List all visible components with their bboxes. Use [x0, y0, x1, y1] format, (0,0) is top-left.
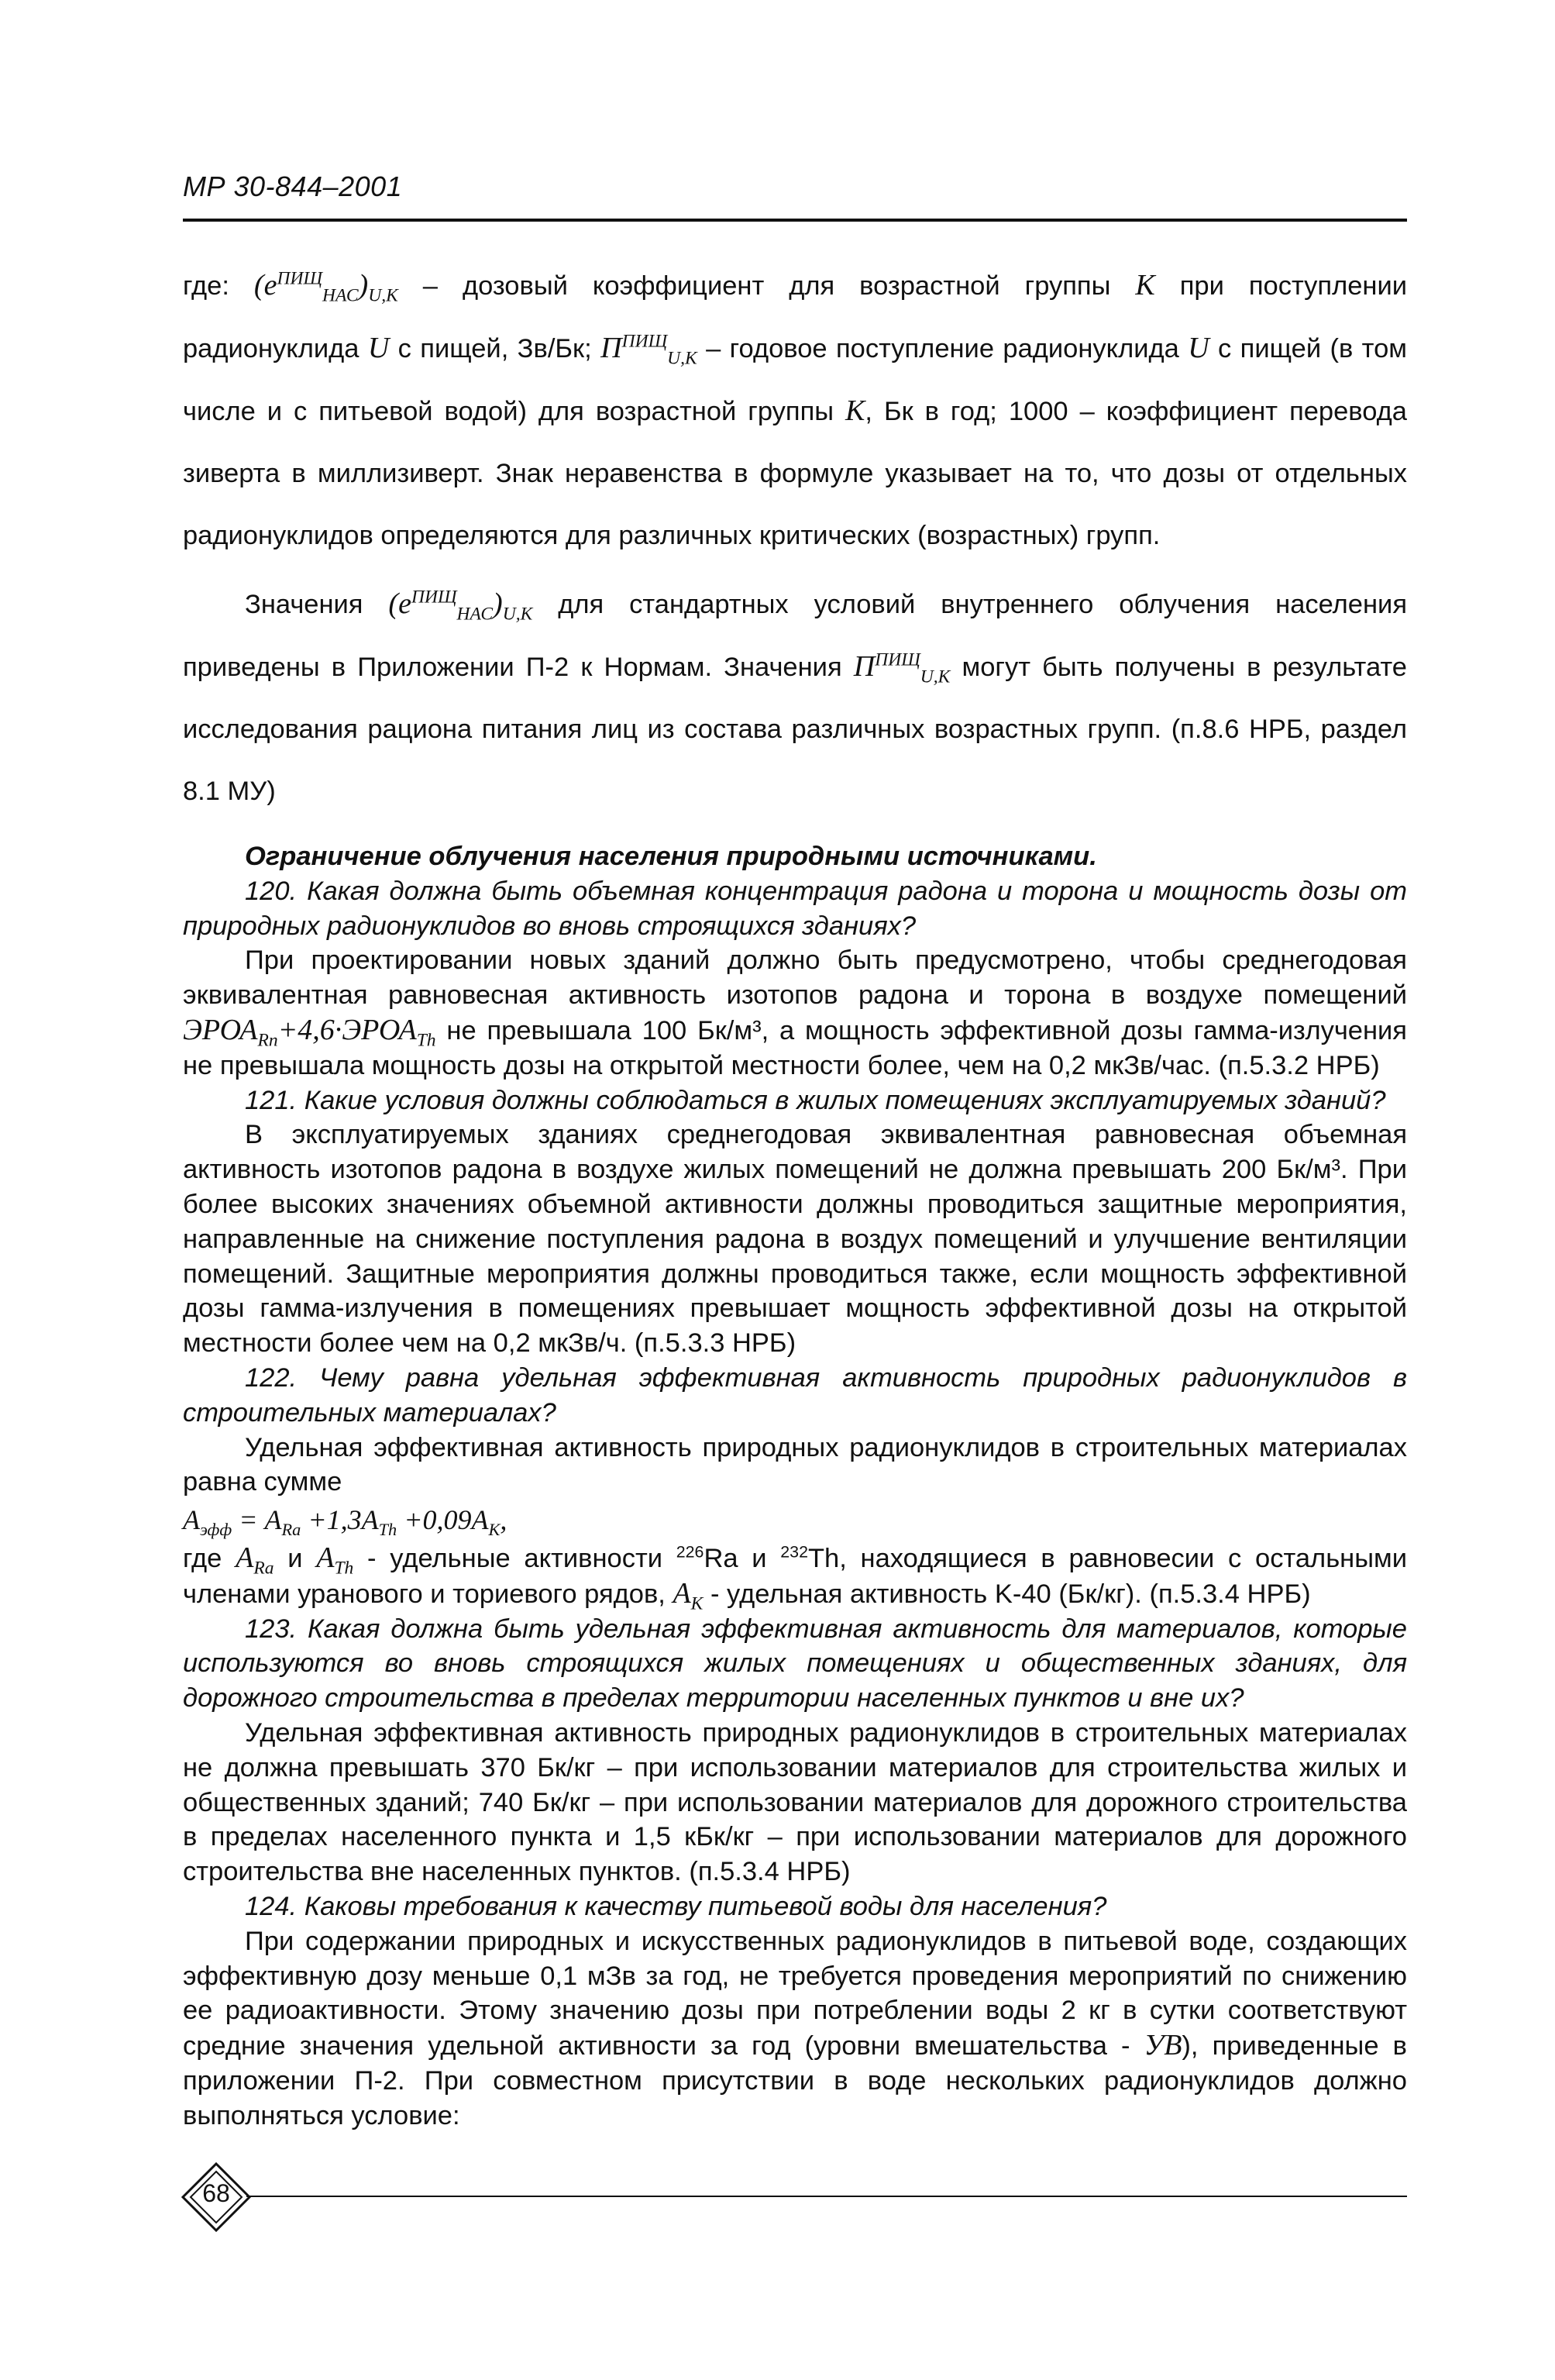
text: – годовое поступление радионуклида	[697, 334, 1189, 363]
question-122: 122. Чему равна удельная эффективная активность природных радионуклидов в строительных материалах?	[183, 1362, 1407, 1428]
symbol-UV: УВ	[1144, 2029, 1182, 2062]
answer-123: Удельная эффективная активность природных радионуклидов в строительных материалах не должна превышать 370 Бк/кг – при использовании материалов для строительства жилых и общественных зданий; 740 Бк/кг – при использовании материалов для дорожного строительства в пределах населенного пункта и 1,5 кБк/кг – при использовании материалов для дорожного строительства вне населенных пунктов. (п.5.3.4 НРБ)	[183, 1717, 1407, 1887]
text: для стандартных условий внутреннего облучения населения приведены в Приложении П-2 к Нормам. Значения	[183, 590, 1407, 682]
footer-rule	[246, 2196, 1407, 2197]
paragraph-values	[183, 573, 1407, 822]
symbol-U: U	[1188, 332, 1209, 364]
answer-121: В эксплуатируемых зданиях среднегодовая эквивалентная равновесная объемная активность изотопов радона в воздухе жилых помещений не должна превышать 200 Бк/м³. При более высоких значениях объемной активности должны проводиться защитные мероприятия, направленные на снижение поступления радона в воздух помещений и улучшение вентиляции помещений. Защитные мероприятия должны проводиться также, если мощность эффективной дозы гамма-излучения в помещениях превышает мощность эффективной дозы на открытой местности более чем на 0,2 мкЗв/ч. (п.5.3.3 НРБ)	[183, 1120, 1407, 1359]
header-rule	[183, 219, 1407, 222]
answer-120	[183, 943, 1407, 1083]
question-120: 120. Какая должна быть объемная концентрация радона и торона и мощность дозы от природных радионуклидов во вновь строящихся зданиях?	[183, 876, 1407, 941]
text: при поступлении радионуклида	[183, 271, 1407, 363]
paragraph-dose-coefficient	[183, 254, 1407, 567]
text: с пищей, Зв/Бк;	[389, 334, 601, 363]
page-header-title: МР 30-844–2001	[183, 170, 403, 202]
formula-effective-activity: $A_{эфф} = A_{Ra} +1,3A_{Th} +0,09A_K$,	[183, 1504, 507, 1540]
section-title: Ограничение облучения населения природными источниками.	[245, 842, 1097, 871]
text: где:	[183, 271, 229, 301]
answer-122-explanation: где $A_{Ra}$ и $A_{Th}$ - удельные активности $^{226}$Ra и $^{232}$Th, находящиеся в равновесии с остальными членами уранового и ториевого рядов, $A_K$ - удельная активность K-40 (Бк/кг). (п.5.3.4 НРБ)	[183, 1541, 1408, 1614]
answer-122: Удельная эффективная активность природных радионуклидов в строительных материалах равна сумме	[183, 1432, 1407, 1497]
symbol-e-pishch: $(e^{ПИЩ}_{НАС})_{U,K}$	[253, 268, 398, 306]
answer-124: При содержании природных и искусственных радионуклидов в питьевой воде, создающих эффективную дозу меньше 0,1 мЗв за год, не требуется проведения мероприятий по снижению ее радиоактивности. Этому значению дозы при потреблении воды 2 кг в сутки соответствуют средние значения удельной активности за год (уровни вмешательства - УВ), приведенные в приложении П-2. При совместном присутствии в воде нескольких радионуклидов должно выполняться условие:	[183, 1926, 1408, 2130]
symbol-K: K	[845, 394, 865, 427]
text: с пищей (в том числе и с питьевой водой) для возрастной группы	[183, 334, 1407, 426]
page-body	[183, 254, 1407, 2133]
question-124: 124. Каковы требования к качеству питьевой воды для населения?	[245, 1891, 1107, 1921]
text: , Бк в год; 1000 – коэффициент перевода зиверта в миллизиверт. Знак неравенства в формуле указывает на то, что дозы от отдельных радионуклидов определяются для различных критических (возрастных) групп.	[183, 397, 1407, 550]
question-123: 123. Какая должна быть удельная эффективная активность для материалов, которые используются во вновь строящихся жилых помещениях и общественных зданиях, для дорожного строительства в пределах территории населенных пунктов и вне их?	[183, 1614, 1407, 1714]
symbol-p-pishch: $П^{ПИЩ}_{U,K}$	[853, 649, 951, 687]
symbol-p-pishch: $П^{ПИЩ}_{U,K}$	[600, 331, 697, 369]
page-number: 68	[202, 2179, 230, 2207]
symbol-e-pishch: $(e^{ПИЩ}_{НАС})_{U,K}$	[388, 587, 533, 625]
formula-eroa: $ЭРОА_{Rn}+4,6\cdot ЭРОА_{Th}$	[183, 1013, 436, 1051]
text: – дозовый коэффициент для возрастной группы	[397, 271, 1136, 301]
symbol-K: K	[1135, 269, 1155, 301]
question-121: 121. Какие условия должны соблюдаться в жилых помещениях эксплуатируемых зданий?	[245, 1085, 1386, 1115]
text: При проектировании новых зданий должно быть предусмотрено, чтобы среднегодовая эквивалентная равновесная активность изотопов радона и торона в воздухе помещений	[183, 945, 1407, 1011]
symbol-U: U	[367, 332, 390, 364]
text: не превышала 100 Бк/м³, а мощность эффективной дозы гамма-излучения не превышала мощность дозы на открытой местности более, чем на 0,2 мкЗв/час. (п.5.3.2 НРБ)	[183, 1015, 1407, 1080]
text: Значения	[245, 590, 389, 619]
text: могут быть получены в результате исследования рациона питания лиц из состава различных возрастных групп. (п.8.6 НРБ, раздел 8.1 МУ)	[183, 653, 1407, 806]
